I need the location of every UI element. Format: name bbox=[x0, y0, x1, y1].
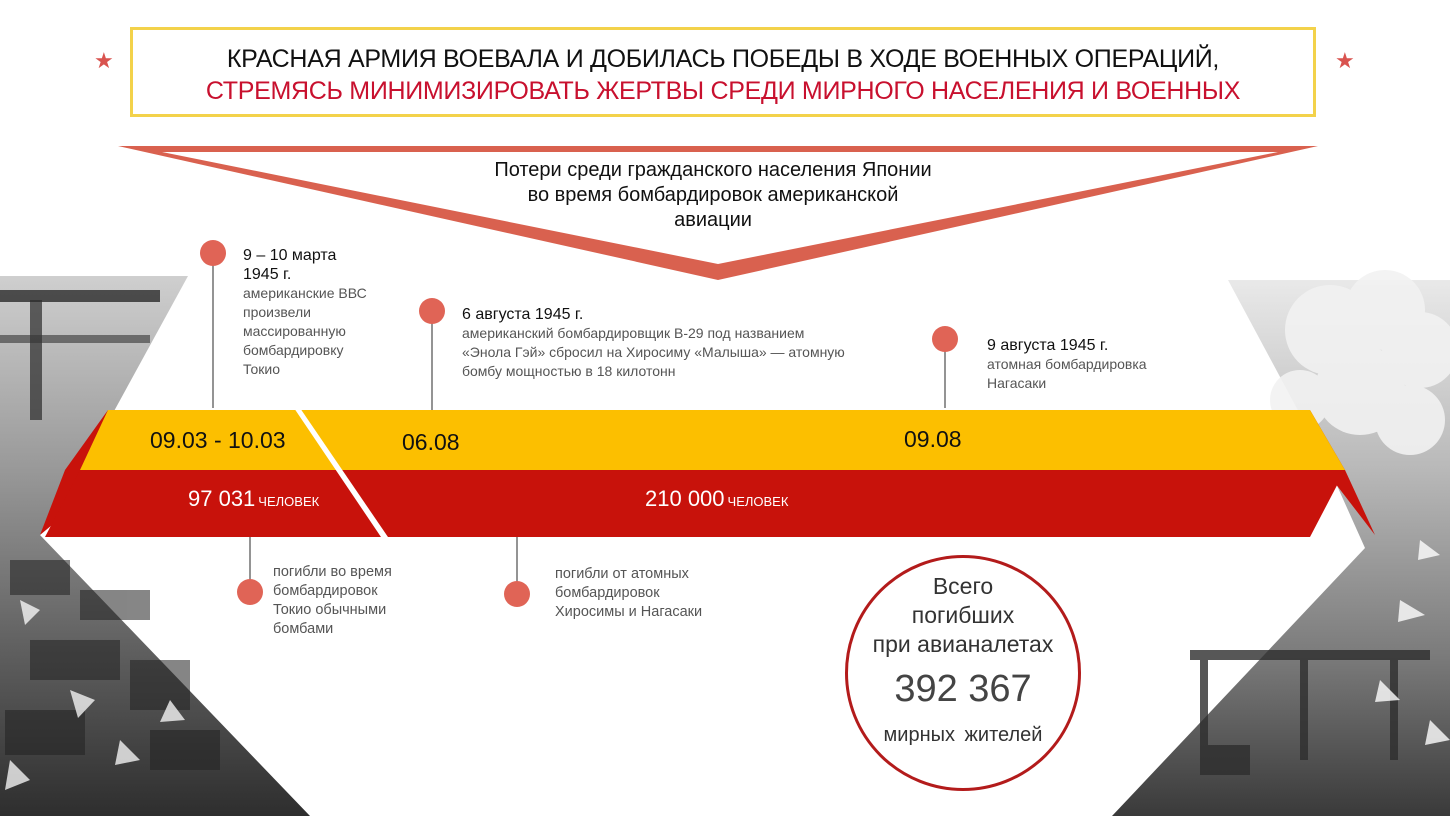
event-1-date-line-1: 9 – 10 марта bbox=[243, 247, 337, 264]
casualty-desc-2-line: Хиросимы и Нагасаки bbox=[555, 604, 703, 620]
casualty-desc-1-line: погибли во время bbox=[273, 564, 392, 580]
total-caption-line-4: мирных жителей bbox=[883, 724, 1043, 746]
event-marker-3 bbox=[932, 326, 958, 352]
event-marker-1 bbox=[200, 240, 226, 266]
total-caption-line-3: при авианалетах bbox=[872, 631, 1054, 657]
event-1-desc-line: массированную bbox=[243, 323, 346, 339]
header-line-1: КРАСНАЯ АРМИЯ ВОЕВАЛА И ДОБИЛАСЬ ПОБЕДЫ В ХОДЕ ВОЕННЫХ ОПЕРАЦИЙ, bbox=[226, 45, 1220, 73]
total-caption-line-1: Всего bbox=[932, 573, 994, 599]
casualty-desc-1 bbox=[273, 563, 443, 639]
event-1-desc-line: произвели bbox=[243, 304, 311, 320]
event-3-date: 9 августа 1945 г. bbox=[987, 337, 1109, 354]
casualty-marker-1 bbox=[237, 579, 263, 605]
event-2 bbox=[462, 305, 922, 381]
subtitle-line-1: Потери среди гражданского населения Японии bbox=[494, 159, 932, 181]
casualty-desc-2-line: бомбардировок bbox=[555, 585, 660, 601]
event-3-desc-line: Нагасаки bbox=[987, 375, 1047, 391]
casualty-number-1: 97 031 bbox=[188, 486, 256, 511]
casualty-desc-2 bbox=[555, 565, 755, 622]
timeline-date-2: 06.08 bbox=[402, 429, 460, 455]
event-2-desc-line: бомбу мощностью в 18 килотонн bbox=[462, 363, 676, 379]
timeline-date-3: 09.08 bbox=[904, 426, 962, 452]
casualty-desc-1-line: Токио обычными bbox=[273, 602, 387, 618]
subtitle bbox=[463, 158, 963, 233]
event-3 bbox=[987, 336, 1207, 393]
header-box bbox=[130, 27, 1316, 117]
event-1-desc-line: американские ВВС bbox=[243, 285, 367, 301]
casualty-marker-2 bbox=[504, 581, 530, 607]
timeline-date-1: 09.03 - 10.03 bbox=[150, 427, 286, 453]
casualty-desc-2-line: погибли от атомных bbox=[555, 566, 689, 582]
total-circle bbox=[845, 555, 1081, 791]
event-marker-2 bbox=[419, 298, 445, 324]
casualty-desc-1-line: бомбами bbox=[273, 621, 334, 637]
total-caption bbox=[848, 572, 1078, 659]
subtitle-line-3: авиации bbox=[674, 209, 752, 231]
casualty-desc-1-line: бомбардировок bbox=[273, 583, 378, 599]
event-2-desc-line: американский бомбардировщик B-29 под названием bbox=[462, 325, 805, 341]
event-2-date: 6 августа 1945 г. bbox=[462, 306, 584, 323]
casualty-unit-2: ЧЕЛОВЕК bbox=[727, 494, 789, 509]
event-3-desc-line: атомная бомбардировка bbox=[987, 356, 1147, 372]
event-1-desc-line: бомбардировку bbox=[243, 342, 344, 358]
total-caption-line-2: погибших bbox=[911, 602, 1015, 628]
star-icon-right: ★ bbox=[1335, 48, 1355, 73]
casualty-count-2 bbox=[645, 486, 788, 512]
event-2-desc-line: «Энола Гэй» сбросил на Хиросиму «Малыша» — атомную bbox=[462, 344, 845, 360]
subtitle-line-2: во время бомбардировок американской bbox=[527, 184, 899, 206]
header-line-2: СТРЕМЯСЬ МИНИМИЗИРОВАТЬ ЖЕРТВЫ СРЕДИ МИРНОГО НАСЕЛЕНИЯ И ВОЕННЫХ bbox=[205, 77, 1241, 105]
event-1-desc-line: Токио bbox=[243, 361, 280, 377]
event-1-date-line-2: 1945 г. bbox=[243, 266, 292, 283]
casualty-unit-1: ЧЕЛОВЕК bbox=[258, 494, 320, 509]
star-icon-left: ★ bbox=[94, 48, 114, 73]
event-1 bbox=[243, 246, 403, 379]
total-number: 392 367 bbox=[894, 668, 1032, 710]
casualty-count-1 bbox=[188, 486, 319, 512]
casualty-number-2: 210 000 bbox=[645, 486, 725, 511]
